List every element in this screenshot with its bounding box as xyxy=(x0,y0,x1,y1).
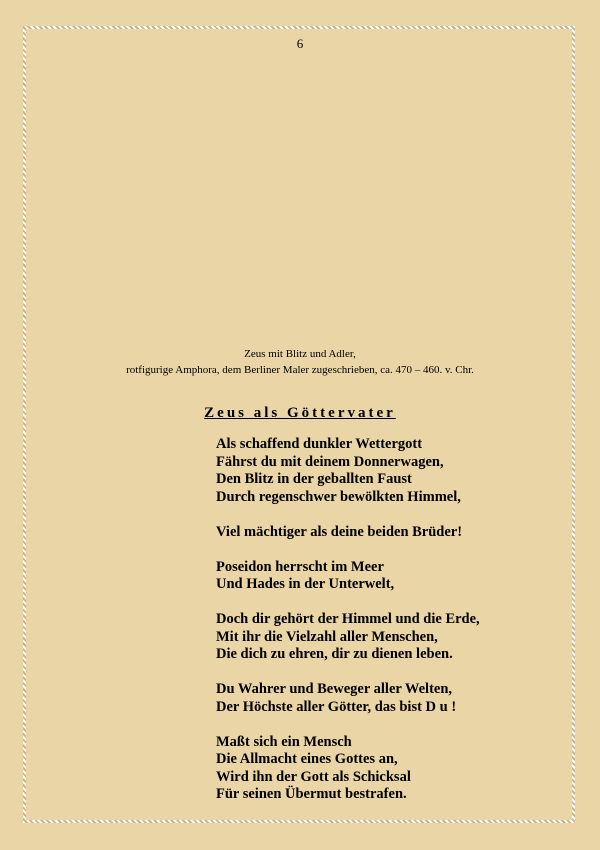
poem-line: Maßt sich ein Mensch xyxy=(216,733,352,750)
stanza-4 xyxy=(216,611,480,664)
poem-body xyxy=(216,436,480,821)
poem-line: Du Wahrer und Beweger aller Welten, xyxy=(216,681,453,697)
poem-line: Als schaffend dunkler Wettergott xyxy=(216,436,423,452)
poem-line: Den Blitz in der geballten Faust xyxy=(216,471,412,487)
poem-line: Wird ihn der Gott als Schicksal xyxy=(216,768,411,785)
poem-line: Fährst du mit deinem Donnerwagen, xyxy=(216,453,444,470)
page-number: 6 xyxy=(296,36,304,51)
poem-line: Doch dir gehört der Himmel und die Erde, xyxy=(216,611,480,627)
stanza-1 xyxy=(216,436,480,506)
stanza-6 xyxy=(216,734,480,804)
poem-line: Poseidon herrscht im Meer xyxy=(216,558,384,575)
poem-line: Der Höchste aller Götter, das bist D u ! xyxy=(216,698,457,715)
image-caption xyxy=(0,346,600,378)
poem-line: Die Allmacht eines Gottes an, xyxy=(216,751,398,767)
stanza-2 xyxy=(216,524,480,542)
stanza-3 xyxy=(216,559,480,594)
poem-line: Mit ihr die Vielzahl aller Menschen, xyxy=(216,628,438,645)
caption-line-1: Zeus mit Blitz und Adler, xyxy=(244,348,356,360)
poem-line: Viel mächtiger als deine beiden Brüder! xyxy=(216,523,463,540)
caption-line-2: rotfigurige Amphora, dem Berliner Maler zugeschrieben, ca. 470 – 460. v. Chr. xyxy=(126,364,474,376)
poem-line: Durch regenschwer bewölkten Himmel, xyxy=(216,488,461,505)
stanza-5 xyxy=(216,681,480,716)
poem-title: Zeus als Göttervater xyxy=(204,405,396,421)
poem-line: Die dich zu ehren, dir zu dienen leben. xyxy=(216,646,453,662)
poem-line: Und Hades in der Unterwelt, xyxy=(216,576,395,592)
poem-line: Für seinen Übermut bestrafen. xyxy=(216,786,407,802)
